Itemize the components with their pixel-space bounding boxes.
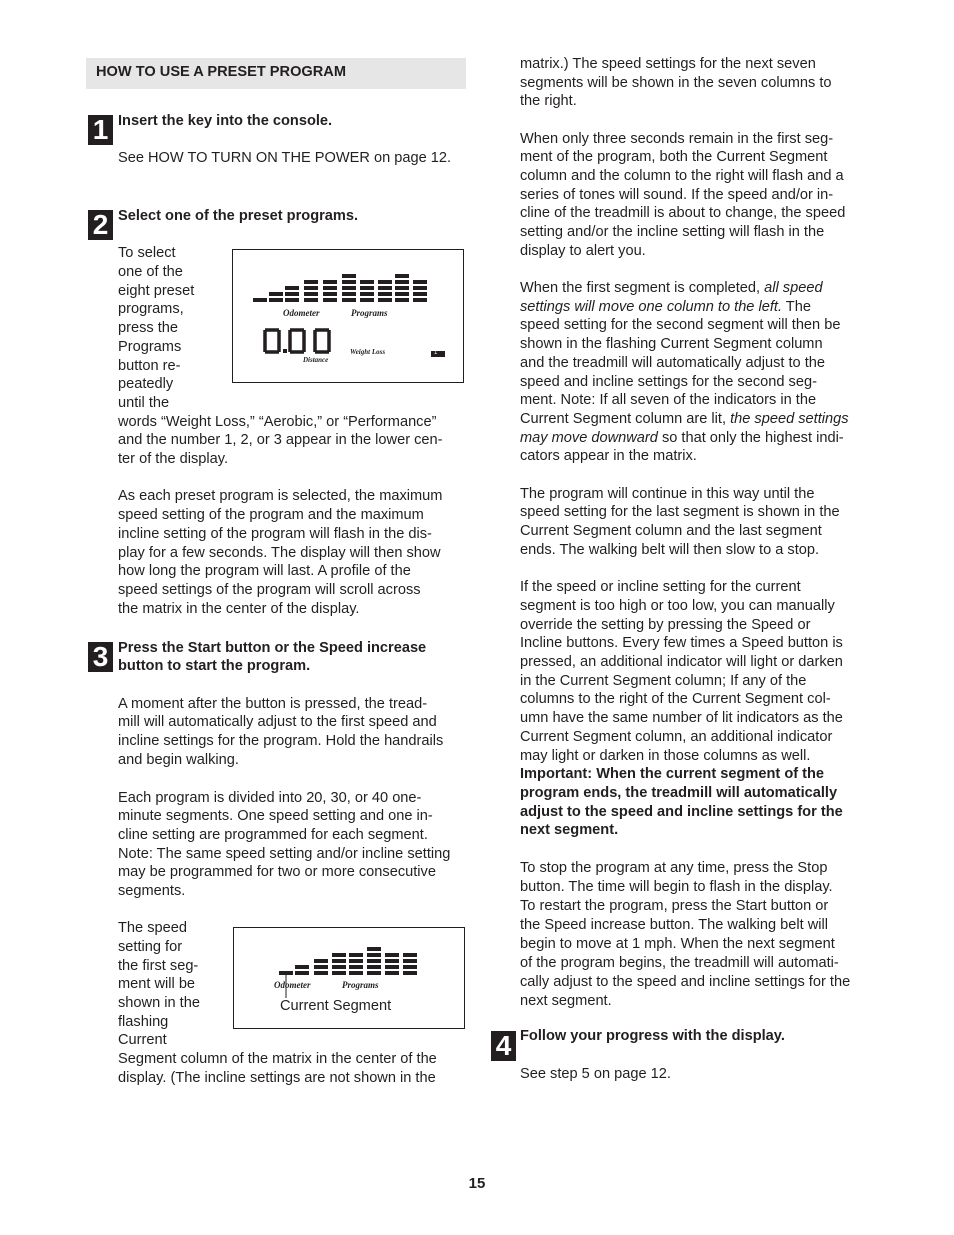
- text-run: Current Segment column are lit,: [520, 411, 731, 427]
- text-line: speed setting for the second segment will then be: [520, 317, 841, 333]
- text-line: ment of the program, both the Current Segment: [520, 149, 828, 165]
- text-line: umn have the same number of lit indicators as the: [520, 710, 843, 726]
- text-run-italic: settings will move one column to the left.: [520, 299, 783, 315]
- odometer-label: Odometer: [283, 308, 320, 318]
- text-line: shown in the: [118, 995, 200, 1011]
- step-3-heading-line-2: button to start the program.: [118, 658, 311, 674]
- text-line: cline of the treadmill is about to change, the speed: [520, 205, 846, 221]
- text-line: column and the column to the right will flash and a: [520, 168, 844, 184]
- distance-label: Distance: [303, 356, 329, 364]
- text-line: the Speed increase button. The walking belt will: [520, 917, 829, 933]
- text-line: [520, 298, 811, 317]
- text-line: display to alert you.: [520, 243, 646, 259]
- text-line: may be programmed for two or more consecutive: [118, 864, 436, 880]
- text-line: begin to move at 1 mph. When the next segment: [520, 936, 835, 952]
- text-line: cators appear in the matrix.: [520, 448, 697, 464]
- important-note-line: next segment.: [520, 822, 619, 838]
- text-line: next segment.: [520, 993, 612, 1009]
- text-line: play for a few seconds. The display will then show: [118, 545, 441, 561]
- section-title: HOW TO USE A PRESET PROGRAM: [96, 64, 347, 80]
- text-line: As each preset program is selected, the maximum: [118, 488, 443, 504]
- text-line: and the treadmill will automatically adjust to the: [520, 355, 826, 371]
- text-run: The: [782, 299, 811, 315]
- text-line: speed and incline settings for the second seg-: [520, 374, 817, 390]
- text-line: [520, 410, 849, 429]
- text-line: speed setting for the last segment is shown in the: [520, 504, 840, 520]
- text-line: mill will automatically adjust to the first speed and: [118, 714, 437, 730]
- step-4-heading: Follow your progress with the display.: [520, 1028, 785, 1044]
- text-line: setting and/or the incline setting will flash in the: [520, 224, 825, 240]
- text-run-italic: the speed settings: [730, 411, 849, 427]
- step-1-body: See HOW TO TURN ON THE POWER on page 12.: [118, 150, 452, 166]
- text-line: To restart the program, press the Start button or: [520, 898, 829, 914]
- step-number-4: 4: [491, 1031, 516, 1061]
- text-line: matrix.) The speed settings for the next seven: [520, 56, 816, 72]
- current-segment-callout: Current Segment: [280, 998, 392, 1014]
- text-line: programs,: [118, 301, 184, 317]
- text-line: The speed: [118, 920, 187, 936]
- text-line: eight preset: [118, 283, 195, 299]
- text-line: button re-: [118, 358, 181, 374]
- text-line: one of the: [118, 264, 183, 280]
- text-line: cline setting are programmed for each segment.: [118, 827, 428, 843]
- program-number-indicator: 1: [434, 350, 438, 356]
- text-line: Note: The same speed setting and/or incline setting: [118, 846, 451, 862]
- text-line: Segment column of the matrix in the center of the: [118, 1051, 437, 1067]
- important-note-line: program ends, the treadmill will automatically: [520, 785, 838, 801]
- text-line: press the: [118, 320, 179, 336]
- important-note-line: Important: When the current segment of the: [520, 766, 825, 782]
- text-run: When the first segment is completed,: [520, 280, 765, 296]
- text-line: until the: [118, 395, 170, 411]
- section-title-bar: [86, 58, 466, 89]
- text-line: and the number 1, 2, or 3 appear in the lower cen-: [118, 432, 443, 448]
- text-line: speed settings of the program will scroll across: [118, 582, 421, 598]
- step-1-heading: Insert the key into the console.: [118, 113, 333, 129]
- text-line: A moment after the button is pressed, the tread-: [118, 696, 428, 712]
- text-line: the right.: [520, 93, 577, 109]
- text-line: Current Segment column and the last segment: [520, 523, 822, 539]
- text-line: the matrix in the center of the display.: [118, 601, 360, 617]
- text-run: so that only the highest indi-: [657, 430, 844, 446]
- text-line: of the program begins, the treadmill will automati-: [520, 955, 839, 971]
- text-line: [520, 279, 823, 298]
- text-line: Incline buttons. Every few times a Speed button is: [520, 635, 843, 651]
- text-line: To stop the program at any time, press the Stop: [520, 860, 828, 876]
- text-line: ment will be: [118, 976, 196, 992]
- text-line: segment is too high or too low, you can manually: [520, 598, 835, 614]
- text-line: pressed, an additional indicator will light or darken: [520, 654, 843, 670]
- step-4-body: See step 5 on page 12.: [520, 1066, 671, 1082]
- text-line: speed setting of the program and the maximum: [118, 507, 424, 523]
- text-line: Current Segment column, an additional indicator: [520, 729, 833, 745]
- step-2-heading: Select one of the preset programs.: [118, 208, 359, 224]
- text-line: and begin walking.: [118, 752, 239, 768]
- text-line: override the setting by pressing the Speed or: [520, 617, 811, 633]
- text-line: columns to the right of the Current Segment col-: [520, 691, 831, 707]
- speed-matrix-graphic: [233, 250, 463, 382]
- important-note-line: adjust to the speed and incline settings for the: [520, 804, 843, 820]
- text-line: series of tones will sound. If the speed and/or in-: [520, 187, 834, 203]
- text-line: incline setting of the program will flash in the dis-: [118, 526, 432, 542]
- text-line: setting for: [118, 939, 183, 955]
- current-segment-display-illustration: [233, 927, 465, 1029]
- text-line: in the Current Segment column; If any of the: [520, 673, 807, 689]
- text-line: ter of the display.: [118, 451, 229, 467]
- text-line: incline settings for the program. Hold the handrails: [118, 733, 444, 749]
- text-run-italic: all speed: [764, 280, 823, 296]
- text-line: To select: [118, 245, 176, 261]
- text-line: Each program is divided into 20, 30, or 40 one-: [118, 790, 422, 806]
- step-number-1: 1: [88, 115, 113, 145]
- programs-label: Programs: [342, 980, 379, 990]
- text-line: segments will be shown in the seven columns to: [520, 75, 832, 91]
- odometer-label: Odometer: [274, 980, 311, 990]
- text-line: may light or darken in those columns as well.: [520, 748, 811, 764]
- text-line: When only three seconds remain in the first seg-: [520, 131, 834, 147]
- text-line: Current: [118, 1032, 167, 1048]
- text-line: words “Weight Loss,” “Aerobic,” or “Performance”: [118, 414, 437, 430]
- text-line: segments.: [118, 883, 186, 899]
- text-line: how long the program will last. A profile of the: [118, 563, 411, 579]
- text-line: If the speed or incline setting for the current: [520, 579, 801, 595]
- page-number: 15: [468, 1175, 486, 1192]
- text-line: The program will continue in this way until the: [520, 486, 815, 502]
- text-line: peatedly: [118, 376, 174, 392]
- programs-label: Programs: [351, 308, 388, 318]
- text-line: the first seg-: [118, 958, 199, 974]
- text-line: shown in the flashing Current Segment column: [520, 336, 823, 352]
- weight-loss-label: Weight Loss: [350, 348, 386, 356]
- step-number-3: 3: [88, 642, 113, 672]
- text-line: button. The time will begin to flash in the display.: [520, 879, 833, 895]
- text-line: ment. Note: If all seven of the indicators in the: [520, 392, 817, 408]
- text-line: display. (The incline settings are not shown in the: [118, 1070, 436, 1086]
- step-number-2: 2: [88, 210, 113, 240]
- text-line: ends. The walking belt will then slow to a stop.: [520, 542, 820, 558]
- text-line: cally adjust to the speed and incline settings for the: [520, 974, 851, 990]
- text-line: Programs: [118, 339, 182, 355]
- text-run-italic: may move downward: [520, 430, 658, 446]
- step-3-heading-line-1: Press the Start button or the Speed increase: [118, 640, 427, 656]
- console-display-illustration: [232, 249, 464, 383]
- text-line: [520, 429, 844, 448]
- text-line: minute segments. One speed setting and one in-: [118, 808, 433, 824]
- text-line: flashing: [118, 1014, 169, 1030]
